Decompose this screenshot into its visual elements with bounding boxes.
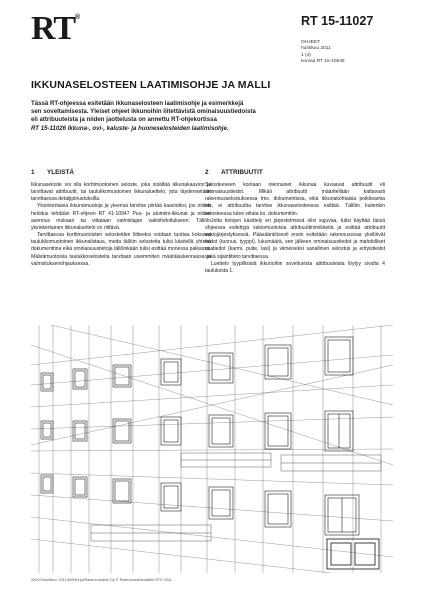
meta-replaces: korvaa RT 15-10648 xyxy=(301,59,345,65)
document-code: RT 15-11027 xyxy=(301,14,374,28)
paragraph: Yksinkertaisia ikkunamuotoja ja yleensä tarvitse piirtää kaavioiksi, jos niiden heloitus tehdään RT-ohjeen RT 41-10947 Puu- ja alumiini-ikkunat ja niiden asennus mukaan tai viitataan valmistajan vakioheloitukseen. Tällöin yksinkertainen ikkunaluettelo on riittävä. xyxy=(31,203,211,231)
window-frames-row-2 xyxy=(41,411,353,451)
paragraph: Jotta tietojen käsittely eri järjestelmissä olisi sujuvaa, tulisi käyttää tässä ohjeessa esitettyjä vakiomuotoisia attribuuttinimikkeitä ja esittää attribuutit vakiojärjestyksessä. Pääsääntöisesti ensin esitetään rakennusosaa yksilöivät tiedot (tunnus, tyyppi), lukumäärä, sen jälkeen ominaisuustiedot ja mahdolliset osatiedot (karmi, puite, lasi) ja viimeiseksi sanallinen selostus ja erityistiedot sekä sijaintitieto tarvittaessa. xyxy=(205,217,385,260)
section-2-body xyxy=(205,182,385,275)
paragraph: Luettelo tyypillisistä ikkunoihin soveltuvista attribuuteista löytyy sivulta 4 taulukosta 1. xyxy=(205,260,385,274)
paragraph: Ikkunaseloste voi olla korttimuotoinen seloste, joka sisältää ikkunakaavion ja tarvittavat attribuutit, tai taulukkomuotoinen ikkunaluettelo, jota täydennetään tarvittaessa detaljipiirustuksilla. xyxy=(31,182,211,203)
window-frames-row-3 xyxy=(41,475,359,535)
paragraph: Selosteeseen kootaan olennaiset ikkunaa kuvaavat attribuutit eli ominaisuustiedot. Mikäli attribuutti määritellään kattavasti rakennusselostuksessa tms. dokumentissa, eikä ikkunakohtaisia poikkeamia ole, ei attribuuttia tarvitse ikkunaselosteessa esittää. Tällöin kuitenkin selosteessa tulee viitata ko. dokumenttiin. xyxy=(205,182,385,217)
balcony-rails xyxy=(91,453,381,541)
lead-line: sen soveltamisesta. Yleiset ohjeet ikkunoihin liitettävistä ominaisuustiedoista xyxy=(31,108,256,116)
lead-line: RT 15-11026 Ikkuna-, ovi-, kaluste- ja huoneselosteiden laatimisohje. xyxy=(31,124,229,132)
lead-line: Tässä RT-ohjeessa esitetään ikkunaselosteen laatimisohje ja esimerkkejä xyxy=(31,100,244,107)
section-1-heading: 1 YLEISTÄ xyxy=(31,169,74,176)
lead-paragraph xyxy=(31,100,361,133)
section-2-heading: 2 ATTRIBUUTIT xyxy=(205,169,263,176)
meta-type: OHJEET xyxy=(301,40,320,45)
page-footer: SKN/1/huhtikuu 2011/800/Kirjoi/Rakennustieto Oy © Rakennustietosäätiö RTS 2011 xyxy=(31,578,172,582)
window-frames xyxy=(41,337,353,391)
section-1-body xyxy=(31,182,211,268)
lead-line: eli attribuuteista ja niiden jaottelusta on annettu RT-ohjekortissa xyxy=(31,116,217,124)
meta-date: huhtikuu 2011 xyxy=(301,46,331,52)
wireframe-building-illustration xyxy=(31,325,393,573)
meta-page: 1 (4) xyxy=(301,52,311,58)
rt-logo: RT® xyxy=(31,10,80,47)
document-meta xyxy=(301,40,345,66)
page-title: IKKUNASELOSTEEN LAATIMISOHJE JA MALLI xyxy=(31,79,271,91)
paragraph: Tarvittaessa korttimuotoisten selosteiden liitteeksi voidaan tuottaa kokoava taulukkomuotoinen ikkunalistaus, mutta tällöin selosteita tulisi käsitellä yhtenä dokumenttina eikä ominaisuustietoja tällöinkään tulisi esittää monessa paikassa. Määrämuotoisia taulukkoselosteita tarvitaan useimmiten määrälaskennassa ja valmistuksenohjauksessa. xyxy=(31,232,211,267)
